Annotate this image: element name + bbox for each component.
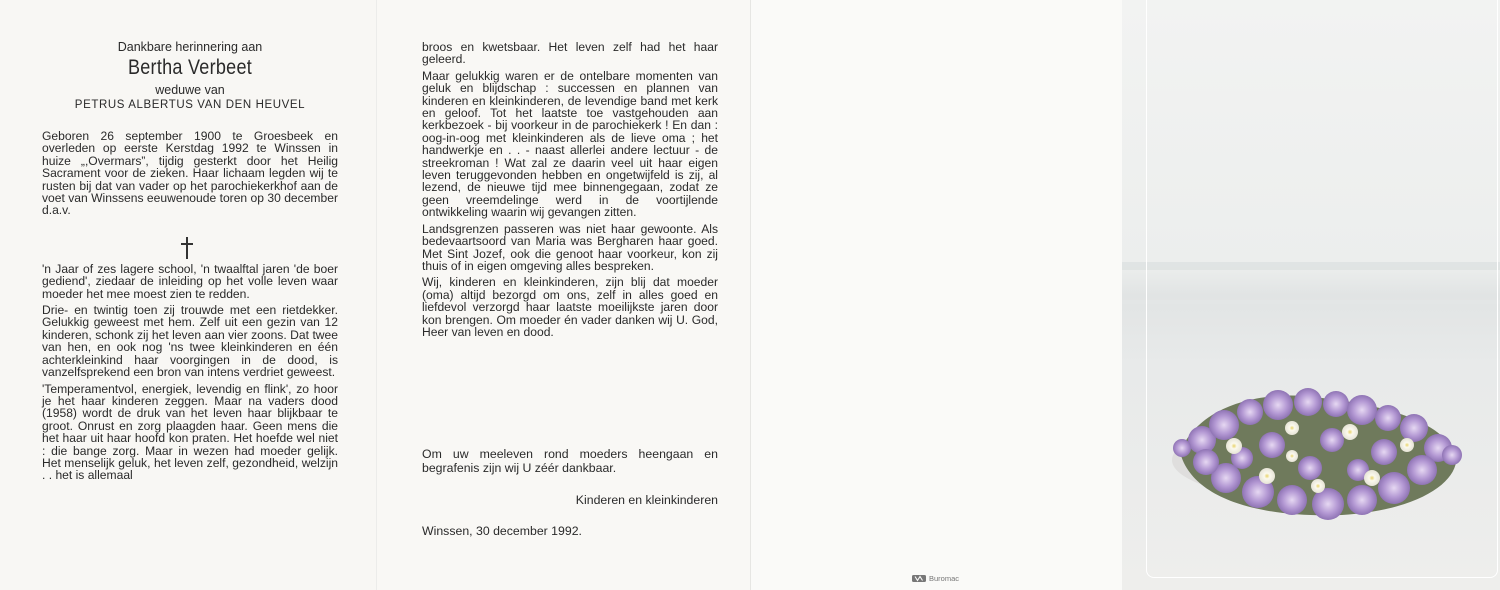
widow-of-label: weduwe van	[155, 83, 225, 97]
deceased-name: Bertha Verbeet	[127, 56, 253, 79]
spouse-name: PETRUS ALBERTUS VAN DEN HEUVEL	[74, 99, 306, 111]
cross-icon	[181, 237, 193, 259]
page-fold	[750, 0, 751, 590]
date-line: Winssen, 30 december 1992.	[422, 524, 582, 538]
paragraph: Landsgrenzen passeren was niet haar gewoonte. Als bedevaartsoord van Maria was Bergharen haar goed. Met Sint Jozef, ook die genoot haar voorkeur, kon zij thuis of in eigen omgeving alles bespreken.	[422, 221, 718, 273]
page-fold	[376, 0, 377, 590]
thanks-text: Om uw meeleven rond moeders heengaan en begrafenis zijn wij U zéér dankbaar.	[422, 447, 718, 475]
brand-name: Buromac	[929, 574, 960, 583]
publisher-brand	[912, 574, 959, 583]
center-right-page	[750, 0, 1122, 590]
signature: Kinderen en kleinkinderen	[575, 493, 718, 507]
paragraph: Drie- en twintig toen zij trouwde met een rietdekker. Gelukkig geweest met hem. Zelf uit een gezin van 12 kinderen, schonk zij het leven aan vier zoons. Dat twee van hen, en ook nog 'ns twee kleinkinderen en één achterkleinkind haar voorgingen in de dood, is vanzelfsprekend een bron van intens verdriet geweest.	[42, 303, 338, 380]
paragraph: broos en kwetsbaar. Het leven zelf had het haar geleerd.	[422, 40, 718, 67]
dedication-line: Dankbare herinnering aan	[117, 40, 263, 54]
right-column-text	[422, 41, 718, 342]
buromac-logo-icon	[912, 575, 926, 582]
paragraph: Geboren 26 september 1900 te Groesbeek en overleden op eerste Kerstdag 1992 te Winssen in huize „,Overmars”, tijdig gesterkt door het Heilig Sacrament voor de zieken. Haar lichaam legden wij te rusten bij dat van vader op het parochiekerkhof aan de voet van Winssens eeuwenoude toren op 30 december d.a.v.	[42, 129, 338, 218]
paragraph: 'Temperamentvol, energiek, levendig en flink', zo hoor je het haar kinderen zeggen. Maar na vaders dood (1958) wordt de druk van het leven haar blijkbaar te groot. Onrust en zorg plaagden haar. Geen mens die het haar uit haar hoofd kon praten. Het hoefde wel niet : die bange zorg. Maar in wezen had moeder gelijk. Het menselijk geluk, het leven zelf, gezondheid, welzijn . . het is allemaal	[42, 381, 338, 483]
paragraph: 'n Jaar of zes lagere school, 'n twaalftal jaren 'de boer gediend', ziedaar de inleiding op het volle leven waar moeder het mee moest zien te redden.	[42, 261, 338, 301]
paragraph: Maar gelukkig waren er de ontelbare momenten van geluk en blijdschap : successen en plannen van kinderen en kleinkinderen, de levendige band met kerk en geloof. Tot het laatste toe vastgehouden aan kerkbezoek - bij voorkeur in de parochiekerk ! En dan : oog-in-oog met kleinkinderen als de lieve oma ; het handwerkje en . . - naast allerlei andere lectuur - de streekroman ! Wat zal ze daarin veel uit haar eigen leven teruggevonden hebben en ongetwijfeld is zij, al lezend, de nieuwe tijd mee binnengegaan, zodat ze geen vreemdelinge werd in de voortijlende ontwikkeling waarin wij gevangen zitten.	[422, 68, 718, 220]
photo-border	[1146, 0, 1498, 578]
left-column-text	[42, 130, 338, 486]
paragraph: Wij, kinderen en kleinkinderen, zijn blij dat moeder (oma) altijd bezorgd om ons, zelf in alles goed en liefdevol verzorgd haar laatste moeilijkste jaren door kon brengen. Om moeder én vader danken wij U. God, Heer van leven en dood.	[422, 275, 718, 339]
